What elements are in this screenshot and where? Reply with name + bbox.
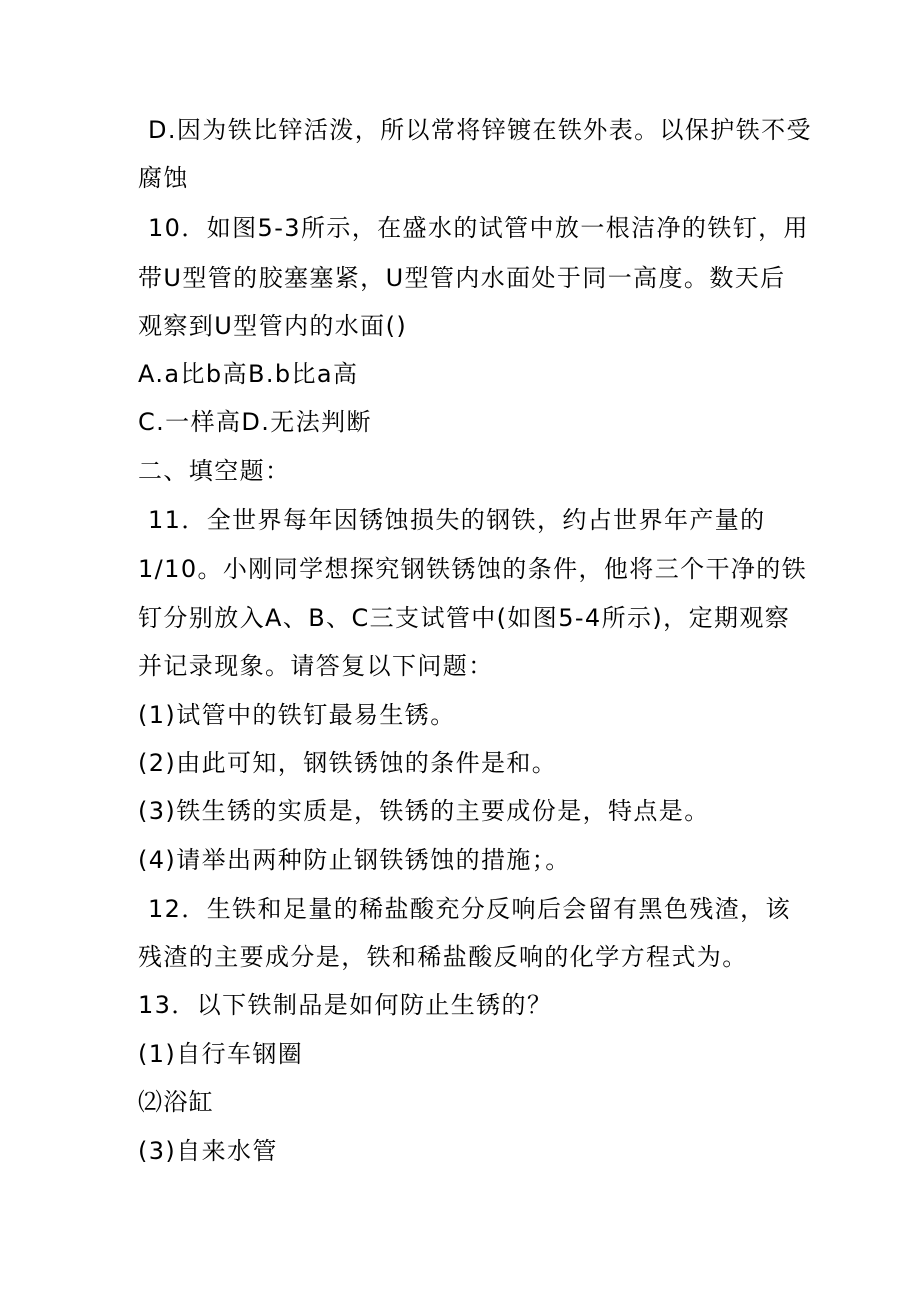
question-12-line-1: 12．生铁和足量的稀盐酸充分反响后会留有黑色残渣，该: [148, 895, 791, 923]
question-11-line-1: 11．全世界每年因锈蚀损失的钢铁，约占世界年产量的: [148, 506, 766, 534]
question-11-line-2: 1/10。小刚同学想探究钢铁锈蚀的条件，他将三个干净的铁: [138, 555, 808, 583]
question-13-part-3: (3)自来水管: [138, 1137, 278, 1165]
question-10-line-2: 带U型管的胶塞塞紧，U型管内水面处于同一高度。数天后: [138, 264, 786, 292]
question-13-part-1: (1)自行车钢圈: [138, 1040, 304, 1068]
question-11-part-2: (2)由此可知，钢铁锈蚀的条件是和。: [138, 749, 558, 777]
question-11-line-4: 并记录现象。请答复以下问题：: [138, 652, 494, 680]
question-10-options-ab: A.a比b高B.b比a高: [138, 360, 359, 388]
option-d-line: D.因为铁比锌活泼，所以常将锌镀在铁外表。以保护铁不受: [148, 116, 812, 144]
question-11-line-3: 钉分别放入A、B、C三支试管中(如图5-4所示)，定期观察: [138, 604, 791, 632]
question-10-line-3: 观察到U型管内的水面(): [138, 312, 408, 340]
question-11-part-1: (1)试管中的铁钉最易生锈。: [138, 701, 456, 729]
section-heading: 二、填空题：: [138, 457, 291, 485]
question-11-part-3: (3)铁生锈的实质是，铁锈的主要成份是，特点是。: [138, 797, 710, 825]
question-10-line-1: 10．如图5-3所示，在盛水的试管中放一根洁净的铁钉，用: [148, 214, 809, 242]
question-12-line-2: 残渣的主要成分是，铁和稀盐酸反响的化学方程式为。: [138, 943, 748, 971]
question-10-options-cd: C.一样高D.无法判断: [138, 408, 372, 436]
option-d-continuation: 腐蚀: [138, 164, 189, 192]
question-13-part-2: ⑵浴缸: [138, 1088, 215, 1116]
question-13-line: 13．以下铁制品是如何防止生锈的？: [138, 991, 553, 1019]
question-11-part-4: (4)请举出两种防止钢铁锈蚀的措施；。: [138, 846, 571, 874]
